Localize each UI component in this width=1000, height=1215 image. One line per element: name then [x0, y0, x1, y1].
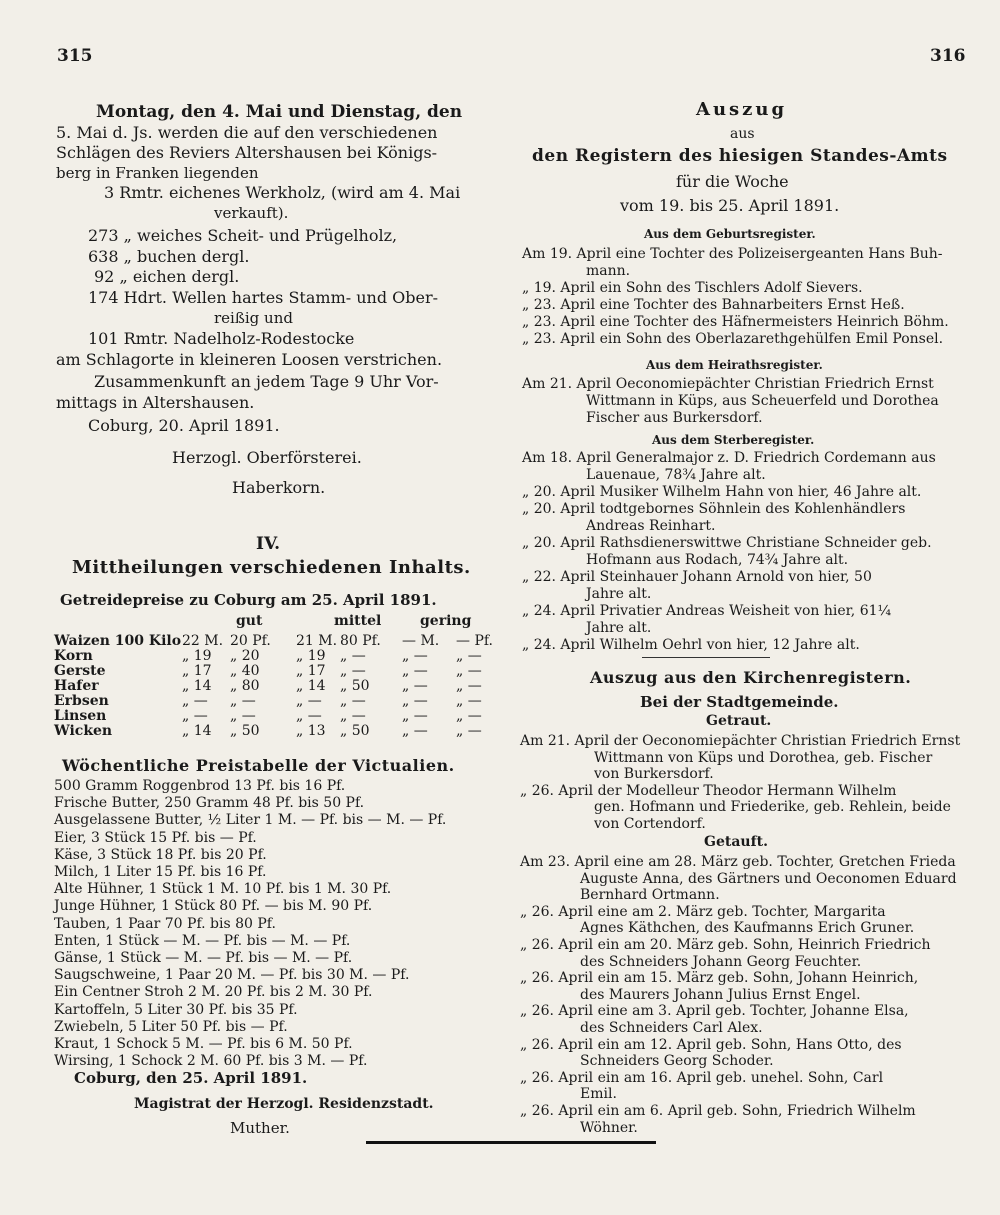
baptized-entry: „ 26. April eine am 2. März geb. Tochter, Margarita — [520, 903, 886, 920]
section-number: IV. — [256, 534, 281, 554]
grain-cell-r2: „ — — [456, 663, 482, 679]
grain-cell-r1: „ — — [402, 678, 428, 694]
victual-item: Ausgelassene Butter, ½ Liter 1 M. — Pf. bis — M. — Pf. — [54, 812, 447, 829]
grain-cell-r1: „ — — [402, 648, 428, 664]
notice-line: 92 „ eichen dergl. — [94, 267, 240, 286]
death-register-title: Aus dem Sterberegister. — [652, 433, 815, 447]
marriage-entry: Wittmann in Küps, aus Scheuerfeld und Dorothea — [586, 393, 939, 409]
victuals-date: Coburg, den 25. April 1891. — [74, 1069, 308, 1087]
grain-cell-m1: „ — — [296, 693, 322, 709]
married-entry: Wittmann von Küps und Dorothea, geb. Fischer — [594, 749, 933, 766]
victuals-signature-name: Muther. — [230, 1119, 290, 1137]
death-entry: „ 20. April todtgebornes Söhnlein des Kohlenhändlers — [522, 501, 906, 517]
notice-signature: Herzogl. Oberförsterei. — [172, 448, 362, 467]
notice-line: 273 „ weiches Scheit- und Prügelholz, — [88, 226, 398, 245]
grain-cell-r2: — Pf. — [456, 633, 494, 649]
grain-cell-m2: „ 50 — [340, 723, 370, 739]
bottom-rule — [366, 1141, 656, 1144]
death-entry: Am 18. April Generalmajor z. D. Friedrich Cordemann aus — [522, 450, 936, 466]
birth-entry: „ 23. April eine Tochter des Häfnermeisters Heinrich Böhm. — [522, 314, 949, 330]
notice-signature-name: Haberkorn. — [232, 478, 326, 497]
grain-cell-g2: „ 20 — [230, 648, 260, 664]
notice-line: am Schlagorte in kleineren Loosen verstrichen. — [56, 350, 443, 369]
grain-cell-m2: „ — — [340, 663, 366, 679]
grain-cell-m2: „ — — [340, 693, 366, 709]
grain-cell-name: Wicken — [54, 723, 113, 739]
grain-header-mittel: mittel — [334, 613, 382, 629]
baptized-entry: des Maurers Johann Julius Ernst Engel. — [580, 986, 861, 1003]
notice-line: verkauft). — [214, 204, 289, 222]
baptized-entry: „ 26. April ein am 16. April geb. unehel. Sohn, Carl — [520, 1069, 884, 1086]
page-number-left: 315 — [57, 46, 93, 66]
victuals-authority: Magistrat der Herzogl. Residenzstadt. — [134, 1096, 434, 1112]
baptized-entry: Emil. — [580, 1086, 617, 1103]
notice-line: mittags in Altershausen. — [56, 393, 255, 412]
grain-cell-m1: „ 14 — [296, 678, 326, 694]
grain-cell-name: Erbsen — [54, 693, 109, 709]
notice-line: Montag, den 4. Mai und Dienstag, den — [96, 102, 463, 122]
grain-cell-g2: „ — — [230, 693, 256, 709]
married-entry: Am 21. April der Oeconomiepächter Christian Friedrich Ernst — [520, 733, 961, 749]
grain-row — [54, 664, 506, 679]
marriage-register-title: Aus dem Heirathsregister. — [646, 358, 823, 372]
baptized-entry: „ 26. April eine am 3. April geb. Tochter, Johanne Elsa, — [520, 1003, 909, 1020]
grain-cell-g2: „ 80 — [230, 678, 260, 694]
divider — [642, 657, 770, 658]
grain-cell-r2: „ — — [456, 648, 482, 664]
grain-cell-m1: 21 M. — [296, 633, 338, 649]
notice-line: 101 Rmtr. Nadelholz-Rodestocke — [88, 329, 355, 348]
victual-item: Wirsing, 1 Schock 2 M. 60 Pf. bis 3 M. — Pf. — [54, 1053, 368, 1070]
marriage-entry: Fischer aus Burkersdorf. — [586, 410, 763, 426]
grain-cell-name: Hafer — [54, 678, 99, 694]
death-entry: Lauenaue, 78¾ Jahre alt. — [586, 467, 766, 483]
city-parish-title: Bei der Stadtgemeinde. — [640, 693, 839, 711]
extract-week-range: vom 19. bis 25. April 1891. — [620, 196, 840, 215]
grain-cell-g1: „ 19 — [182, 648, 212, 664]
grain-header-gut: gut — [236, 613, 263, 629]
grain-cell-r2: „ — — [456, 693, 482, 709]
marriage-entry: Am 21. April Oeconomiepächter Christian Friedrich Ernst — [522, 376, 934, 392]
victual-item: Käse, 3 Stück 18 Pf. bis 20 Pf. — [54, 846, 267, 863]
victual-item: Zwiebeln, 5 Liter 50 Pf. bis — Pf. — [54, 1018, 288, 1035]
grain-cell-g2: „ 50 — [230, 723, 260, 739]
grain-cell-m2: „ — — [340, 648, 366, 664]
grain-price-table — [54, 634, 506, 739]
grain-row — [54, 679, 506, 694]
grain-cell-g2: 20 Pf. — [230, 633, 271, 649]
victual-item: Enten, 1 Stück — M. — Pf. bis — M. — Pf. — [54, 932, 351, 949]
baptized-entry: „ 26. April ein am 12. April geb. Sohn, Hans Otto, des — [520, 1036, 902, 1053]
birth-entry: „ 23. April ein Sohn des Oberlazarethgehülfen Emil Ponsel. — [522, 331, 944, 347]
notice-line: Zusammenkunft an jedem Tage 9 Uhr Vor- — [94, 372, 439, 391]
grain-row — [54, 724, 506, 739]
baptized-entry: Auguste Anna, des Gärtners und Oeconomen Eduard — [580, 870, 957, 887]
birth-entry: „ 19. April ein Sohn des Tischlers Adolf Sievers. — [522, 280, 863, 296]
church-register-title: Auszug aus den Kirchenregistern. — [590, 668, 912, 687]
notice-date: Coburg, 20. April 1891. — [88, 416, 280, 435]
notice-line: berg in Franken liegenden — [56, 164, 259, 182]
baptized-entry: Bernhard Ortmann. — [580, 887, 720, 904]
baptized-entry: des Schneiders Carl Alex. — [580, 1020, 763, 1036]
grain-cell-g1: „ — — [182, 693, 208, 709]
death-entry: Jahre alt. — [586, 620, 652, 636]
grain-cell-r2: „ — — [456, 723, 482, 739]
death-entry: „ 24. April Privatier Andreas Weisheit von hier, 61¼ — [522, 603, 892, 619]
birth-entry: Am 19. April eine Tochter des Polizeisergeanten Hans Buh- — [522, 246, 943, 262]
baptized-entry: „ 26. April ein am 6. April geb. Sohn, Friedrich Wilhelm — [520, 1103, 916, 1119]
victual-item: Junge Hühner, 1 Stück 80 Pf. — bis M. 90 Pf. — [54, 898, 373, 915]
baptized-entry: Agnes Käthchen, des Kaufmanns Erich Gruner. — [580, 920, 915, 937]
notice-line: 3 Rmtr. eichenes Werkholz, (wird am 4. Mai — [104, 183, 461, 202]
death-entry: „ 20. April Musiker Wilhelm Hahn von hier, 46 Jahre alt. — [522, 484, 922, 500]
death-entry: „ 20. April Rathsdienerswittwe Christiane Schneider geb. — [522, 535, 932, 551]
grain-cell-g1: „ 14 — [182, 678, 212, 694]
baptized-entry: Wöhner. — [580, 1119, 638, 1136]
baptized-entry: Schneiders Georg Schoder. — [580, 1053, 774, 1070]
grain-cell-r2: „ — — [456, 678, 482, 694]
grain-cell-g1: „ 17 — [182, 663, 212, 679]
grain-cell-r1: „ — — [402, 693, 428, 709]
extract-title-aus: aus — [730, 126, 755, 142]
grain-cell-m1: „ 13 — [296, 723, 326, 739]
victuals-title: Wöchentliche Preistabelle der Victualien. — [62, 756, 455, 775]
grain-row — [54, 694, 506, 709]
grain-header-gering: gering — [420, 613, 472, 629]
notice-line: 638 „ buchen dergl. — [88, 247, 250, 266]
baptized-entry: Am 23. April eine am 28. März geb. Tochter, Gretchen Frieda — [520, 854, 956, 870]
grain-cell-r1: „ — — [402, 723, 428, 739]
victual-item: Kraut, 1 Schock 5 M. — Pf. bis 6 M. 50 Pf. — [54, 1036, 353, 1052]
victual-item: Saugschweine, 1 Paar 20 M. — Pf. bis 30 M. — Pf. — [54, 967, 410, 984]
grain-cell-name: Korn — [54, 648, 93, 664]
victual-item: Ein Centner Stroh 2 M. 20 Pf. bis 2 M. 30 Pf. — [54, 984, 373, 1001]
notice-line: 174 Hdrt. Wellen hartes Stamm- und Ober- — [88, 288, 439, 307]
grain-cell-g2: „ 40 — [230, 663, 260, 679]
death-entry: Andreas Reinhart. — [586, 518, 716, 534]
grain-row — [54, 649, 506, 664]
death-entry: Hofmann aus Rodach, 74¾ Jahre alt. — [586, 552, 849, 568]
grain-cell-name: Linsen — [54, 708, 107, 724]
grain-cell-name: Waizen 100 Kilo — [54, 633, 182, 649]
notice-line: reißig und — [214, 309, 293, 327]
notice-line: Schlägen des Reviers Altershausen bei Königs- — [56, 143, 438, 162]
death-entry: Jahre alt. — [586, 586, 652, 602]
birth-register-title: Aus dem Geburtsregister. — [644, 227, 816, 241]
grain-cell-g1: „ 14 — [182, 723, 212, 739]
extract-title: Auszug — [696, 99, 788, 120]
death-entry: „ 22. April Steinhauer Johann Arnold von hier, 50 — [522, 569, 872, 585]
death-entry: „ 24. April Wilhelm Oehrl von hier, 12 Jahre alt. — [522, 637, 860, 653]
grain-row — [54, 634, 506, 649]
grain-cell-m2: 80 Pf. — [340, 633, 381, 649]
baptized-title: Getauft. — [704, 834, 768, 850]
page-number-right: 316 — [930, 46, 966, 66]
baptized-entry: des Schneiders Johann Georg Feuchter. — [580, 953, 862, 970]
baptized-entry: „ 26. April ein am 20. März geb. Sohn, Heinrich Friedrich — [520, 937, 931, 953]
grain-cell-m1: „ — — [296, 708, 322, 724]
victual-item: Eier, 3 Stück 15 Pf. bis — Pf. — [54, 829, 257, 846]
victual-item: Alte Hühner, 1 Stück 1 M. 10 Pf. bis 1 M. 30 Pf. — [54, 881, 392, 898]
birth-entry: „ 23. April eine Tochter des Bahnarbeiters Ernst Heß. — [522, 297, 905, 313]
victual-item: Tauben, 1 Paar 70 Pf. bis 80 Pf. — [54, 915, 276, 932]
baptized-entry: „ 26. April ein am 15. März geb. Sohn, Johann Heinrich, — [520, 970, 919, 987]
married-title: Getraut. — [706, 713, 772, 729]
victual-item: Frische Butter, 250 Gramm 48 Pf. bis 50 Pf. — [54, 795, 365, 812]
extract-week-label: für die Woche — [676, 172, 789, 191]
extract-registry-title: den Registern des hiesigen Standes-Amts — [532, 146, 948, 166]
married-entry: von Cortendorf. — [594, 815, 706, 832]
victual-item: 500 Gramm Roggenbrod 13 Pf. bis 16 Pf. — [54, 778, 346, 794]
grain-cell-r1: „ — — [402, 663, 428, 679]
section-title: Mittheilungen verschiedenen Inhalts. — [72, 557, 471, 578]
birth-entry: mann. — [586, 263, 631, 279]
grain-cell-m2: „ 50 — [340, 678, 370, 694]
grain-cell-name: Gerste — [54, 663, 106, 679]
married-entry: „ 26. April der Modelleur Theodor Hermann Wilhelm — [520, 782, 897, 799]
grain-row — [54, 709, 506, 724]
grain-cell-g2: „ — — [230, 708, 256, 724]
grain-cell-m1: „ 17 — [296, 663, 326, 679]
victual-item: Gänse, 1 Stück — M. — Pf. bis — M. — Pf. — [54, 950, 353, 966]
married-entry: gen. Hofmann und Friederike, geb. Rehlein, beide — [594, 799, 951, 815]
notice-line: 5. Mai d. Js. werden die auf den verschiedenen — [56, 123, 438, 142]
victual-item: Kartoffeln, 5 Liter 30 Pf. bis 35 Pf. — [54, 1001, 298, 1018]
grain-cell-r1: „ — — [402, 708, 428, 724]
married-entry: von Burkersdorf. — [594, 766, 714, 782]
grain-cell-r1: — M. — [402, 633, 440, 649]
grain-table-title: Getreidepreise zu Coburg am 25. April 1891. — [60, 591, 437, 609]
grain-cell-m2: „ — — [340, 708, 366, 724]
grain-cell-g1: „ — — [182, 708, 208, 724]
grain-cell-g1: 22 M. — [182, 633, 224, 649]
victual-item: Milch, 1 Liter 15 Pf. bis 16 Pf. — [54, 864, 267, 880]
grain-cell-m1: „ 19 — [296, 648, 326, 664]
grain-cell-r2: „ — — [456, 708, 482, 724]
